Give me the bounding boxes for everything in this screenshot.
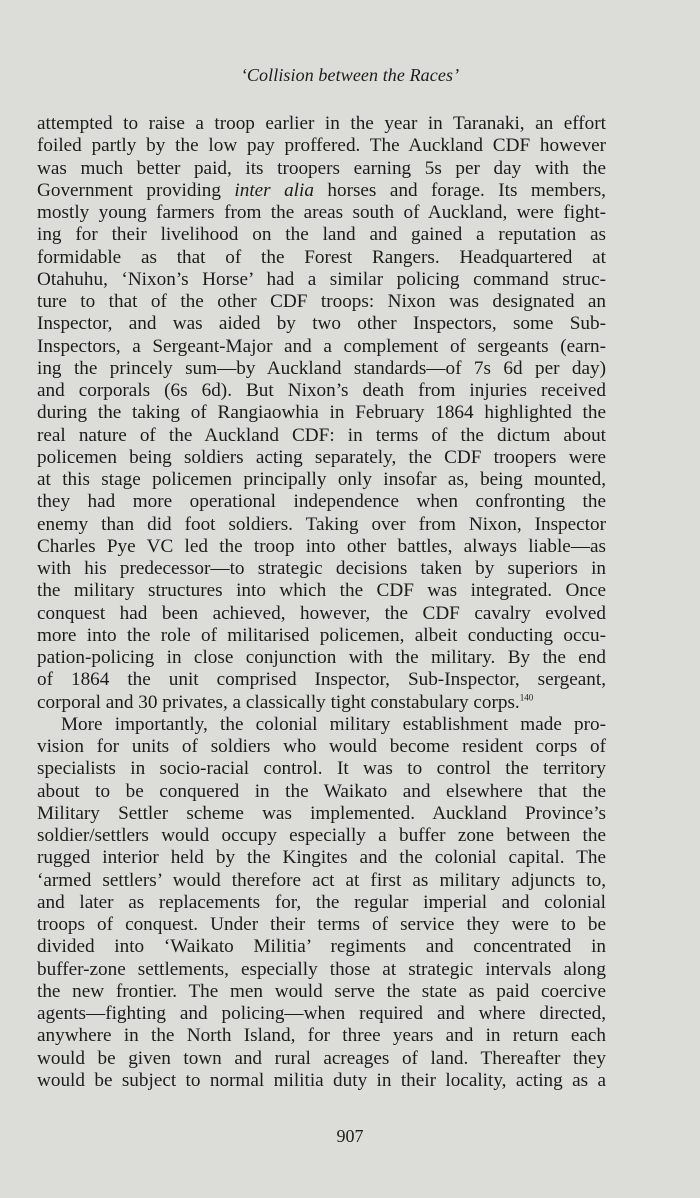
text-line: troops of conquest. Under their terms of service they were to be	[37, 914, 606, 935]
text-line: anywhere in the North Island, for three years and in return each	[37, 1025, 606, 1047]
text-line: would be subject to normal militia duty in their locality, acting as a	[37, 1069, 606, 1091]
text-line: conquest had been achieved, however, the CDF cavalry evolved	[37, 602, 606, 624]
text-segment: Government providing	[37, 179, 235, 201]
text-line: during the taking of Rangiaowhia in February 1864 highlighted the	[37, 402, 606, 424]
text-line: real nature of the Auckland CDF: in terms of the dictum about	[37, 424, 606, 446]
text-segment: corporal and 30 privates, a classically tight constabulary corps.	[37, 691, 520, 713]
text-line: soldier/settlers would occupy especially a buffer zone between the	[37, 825, 606, 846]
text-line: specialists in socio-racial control. It was to control the territory	[37, 758, 606, 780]
text-line: the military structures into which the CDF was integrated. Once	[37, 580, 606, 602]
text-line: Inspectors, a Sergeant-Major and a complement of sergeants (earn-	[37, 335, 606, 357]
text-line: with his predecessor—to strategic decisions taken by superiors in	[37, 558, 606, 579]
text-line: more into the role of militarised policemen, albeit conducting occu-	[37, 624, 606, 646]
text-line: of 1864 the unit comprised Inspector, Sub-Inspector, sergeant,	[37, 669, 606, 691]
text-line: attempted to raise a troop earlier in the year in Taranaki, an effort	[37, 113, 606, 134]
body-text	[37, 113, 606, 1092]
paragraph-1	[37, 113, 606, 714]
text-line: buffer-zone settlements, especially those at strategic intervals along	[37, 958, 606, 980]
text-line: formidable as that of the Forest Rangers. Headquartered at	[37, 246, 606, 268]
text-line: at this stage policemen principally only insofar as, being mounted,	[37, 469, 606, 490]
text-line: policemen being soldiers acting separately, the CDF troopers were	[37, 446, 606, 468]
text-line: the new frontier. The men would serve the state as paid coercive	[37, 980, 606, 1002]
italic-phrase: inter alia	[234, 179, 314, 201]
text-line: pation-policing in close conjunction with the military. By the end	[37, 647, 606, 668]
text-line: ing for their livelihood on the land and gained a reputation as	[37, 224, 606, 246]
footnote-reference[interactable]: 140	[519, 692, 534, 703]
text-line: about to be conquered in the Waikato and elsewhere that the	[37, 780, 606, 802]
text-line: mostly young farmers from the areas south of Auckland, were fight-	[37, 202, 606, 223]
text-line-last	[37, 692, 606, 714]
text-line: was much better paid, its troopers earning 5s per day with the	[37, 157, 606, 179]
text-line: and later as replacements for, the regular imperial and colonial	[37, 891, 606, 913]
text-line: Inspector, and was aided by two other Inspectors, some Sub-	[37, 313, 606, 335]
paragraph-2	[37, 714, 606, 1092]
text-line: More importantly, the colonial military establishment made pro-	[61, 713, 606, 735]
text-line-inter-alia	[37, 180, 606, 202]
text-line: Military Settler scheme was implemented. Auckland Province’s	[37, 802, 606, 824]
running-head: ‘Collision between the Races’	[240, 65, 460, 85]
text-line: ing the princely sum—by Auckland standards—of 7s 6d per day)	[37, 357, 606, 379]
text-line: they had more operational independence when confronting the	[37, 491, 606, 513]
text-line: would be given town and rural acreages of land. Thereafter they	[37, 1047, 606, 1069]
text-line: divided into ‘Waikato Militia’ regiments and concentrated in	[37, 936, 606, 958]
text-line: agents—fighting and policing—when required and where directed,	[37, 1003, 606, 1024]
text-line: rugged interior held by the Kingites and the colonial capital. The	[37, 847, 606, 869]
text-line: ture to that of the other CDF troops: Nixon was designated an	[37, 291, 606, 312]
text-line: Charles Pye VC led the troop into other battles, always liable—as	[37, 535, 606, 557]
text-line: ‘armed settlers’ would therefore act at first as military adjuncts to,	[37, 869, 606, 891]
page-number: 907	[336, 1126, 364, 1146]
text-line: foiled partly by the low pay proffered. The Auckland CDF however	[37, 135, 606, 157]
text-line: enemy than did foot soldiers. Taking over from Nixon, Inspector	[37, 513, 606, 535]
text-line: Otahuhu, ‘Nixon’s Horse’ had a similar policing command struc-	[37, 268, 606, 290]
text-segment: horses and forage. Its members,	[313, 179, 606, 201]
text-line: and corporals (6s 6d). But Nixon’s death from injuries received	[37, 380, 606, 401]
text-line: vision for units of soldiers who would become resident corps of	[37, 736, 606, 757]
